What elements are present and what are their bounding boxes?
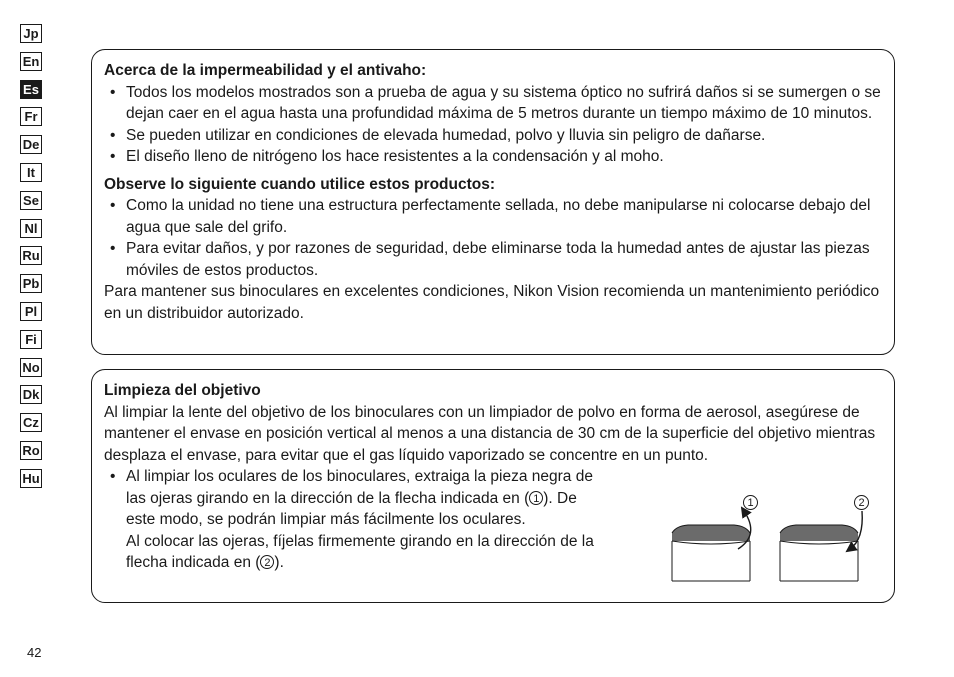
language-tab-pb[interactable]: Pb [20, 274, 42, 293]
language-tab-jp[interactable]: Jp [20, 24, 42, 43]
list-item [104, 466, 604, 574]
language-tab-cz[interactable]: Cz [20, 413, 42, 432]
eyecup-drawing [668, 489, 868, 585]
waterproof-heading: Acerca de la impermeabilidad y el antivaho: [104, 62, 427, 79]
eyecup-text-3: Al colocar las ojeras, fíjelas firmemente girando en la dirección de la flecha indicada en ( [126, 532, 594, 571]
list-item: • Como la unidad no tiene una estructura perfectamente sellada, no debe manipularse ni colocarse debajo del agua que sale del grifo. [104, 195, 884, 238]
precautions-list [104, 195, 884, 281]
precautions-heading: Observe lo siguiente cuando utilice estos productos: [104, 175, 496, 193]
language-tab-it[interactable]: It [20, 163, 42, 182]
list-item: • Todos los modelos mostrados son a prueba de agua y su sistema óptico no sufrirá daños si se sumergen o se dejan caer en el agua hasta una profundidad máxima de 5 metros durante un tiempo máximo de 10 minutos. [104, 82, 884, 125]
eyecup-illustration [668, 489, 868, 590]
language-tab-no[interactable]: No [20, 358, 42, 377]
illustration-label-1: 1 [743, 495, 758, 510]
waterproof-info-box [91, 49, 895, 355]
list-item: • Se pueden utilizar en condiciones de elevada humedad, polvo y lluvia sin peligro de dañarse. [104, 125, 884, 147]
language-tab-dk[interactable]: Dk [20, 385, 42, 404]
list-item: • El diseño lleno de nitrógeno los hace resistentes a la condensación y al moho. [104, 146, 884, 168]
language-tab-fi[interactable]: Fi [20, 330, 42, 349]
eyecup-text-2: ). De este modo, se podrán limpiar más fácilmente los oculares. [126, 489, 577, 528]
list-item: • Para evitar daños, y por razones de seguridad, debe eliminarse toda la humedad antes de ajustar las piezas móviles de estos productos. [104, 238, 884, 281]
step-1-marker: 1 [529, 491, 543, 505]
language-tab-de[interactable]: De [20, 135, 42, 154]
illustration-label-2: 2 [854, 495, 869, 510]
language-tab-fr[interactable]: Fr [20, 107, 42, 126]
language-tab-ru[interactable]: Ru [20, 246, 42, 265]
waterproof-list [104, 82, 884, 168]
maintenance-note: Para mantener sus binoculares en excelentes condiciones, Nikon Vision recomienda un mantenimiento periódico en un distribuidor autorizado. [104, 283, 880, 322]
language-tab-pl[interactable]: Pl [20, 302, 42, 321]
eyecup-text-1: Al limpiar los oculares de los binoculares, extraiga la pieza negra de las ojeras girando en la dirección de la flecha indicada en ( [126, 468, 593, 507]
eyecup-text-4: ). [274, 554, 284, 571]
page-number: 42 [27, 645, 42, 660]
waterproof-content [104, 60, 884, 324]
language-tab-hu[interactable]: Hu [20, 469, 42, 488]
lens-cleaning-paragraph: Al limpiar la lente del objetivo de los binoculares con un limpiador de polvo en forma de aerosol, asegúrese de mantener el envase en posición vertical al menos a una distancia de 30 cm de la superficie del objetivo mientras desplaza el envase, para evitar que el gas líquido vaporizado se concentre en un punto. [104, 403, 876, 464]
language-tab-ro[interactable]: Ro [20, 441, 42, 460]
language-tab-nl[interactable]: Nl [20, 219, 42, 238]
language-tab-se[interactable]: Se [20, 191, 42, 210]
step-2-marker: 2 [260, 555, 274, 569]
language-tab-es[interactable]: Es [20, 80, 42, 99]
language-tab-en[interactable]: En [20, 52, 42, 71]
lens-cleaning-heading: Limpieza del objetivo [104, 382, 261, 399]
eyecup-list [104, 466, 604, 574]
